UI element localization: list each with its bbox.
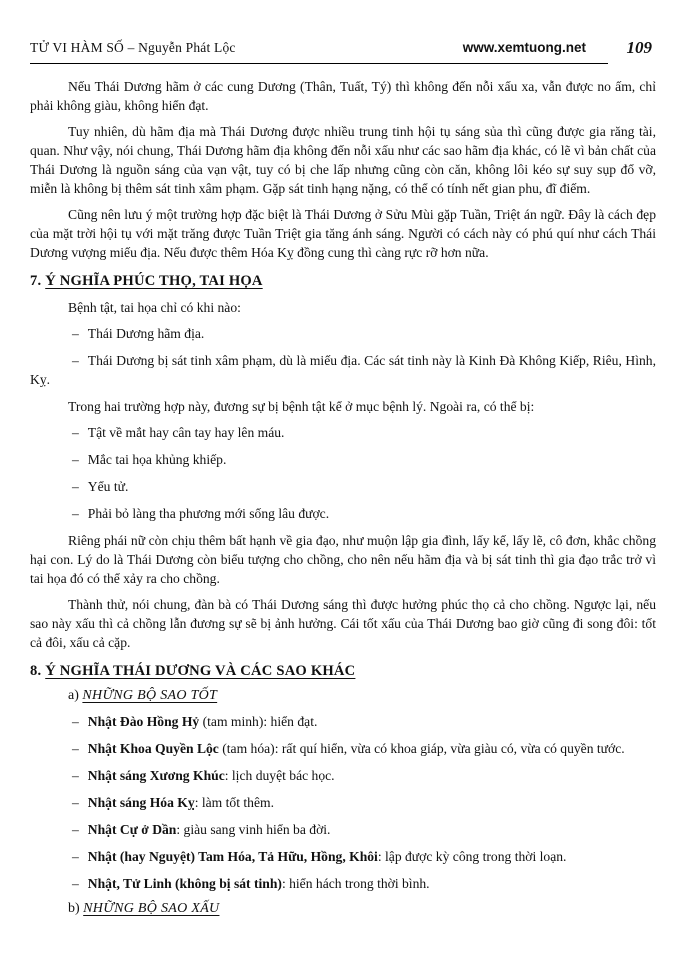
- list-item-text: Tật về mắt hay cân tay hay lên máu.: [87, 425, 285, 440]
- list-item-text: Yểu tử.: [87, 479, 129, 494]
- list-item-good-star-5: [30, 820, 656, 839]
- dash-marker: –: [72, 768, 79, 783]
- section-7-heading: [30, 273, 656, 290]
- paragraph-intro-2: Tuy nhiên, dù hãm địa mà Thái Dương được nhiều trung tinh hội tụ sáng sủa thì cũng được gia răng tài, quan. Như vậy, nói chung, Thái Dương hãm địa không đến nỗi xấu như các sao hãm địa khác, có lẽ vì bản chất của Thái Dương là nguồn sáng của vạn vật, tuy có bị che lấp nhưng cũng còn căn, không lôi kéo sự suy sụp đổ vỡ, miễn là không bị thêm sát tinh xâm phạm. Gặp sát tinh hạng nặng, có thể có tính nết gian phu, đĩ điếm.: [30, 124, 656, 196]
- subsection-b-heading: [30, 901, 656, 917]
- list-item-good-star-4: [30, 793, 656, 812]
- list-item-condition-1: [30, 324, 656, 343]
- list-item-good-star-1: [30, 712, 656, 731]
- list-item-affliction-3: [30, 477, 656, 496]
- subsection-b-prefix: b): [68, 901, 80, 916]
- dash-marker: –: [72, 849, 79, 864]
- dash-marker: –: [72, 425, 79, 440]
- page-number: 109: [626, 38, 652, 57]
- list-item-good-star-3: [30, 766, 656, 785]
- star-name: Nhật sáng Xương Khúc: [87, 768, 225, 783]
- section-7-middle: Trong hai trường hợp này, đương sự bị bệnh tật kể ở mục bệnh lý. Ngoài ra, có thể bị:: [68, 399, 535, 414]
- dash-marker: –: [72, 326, 79, 341]
- paragraph-intro-1: Nếu Thái Dương hãm ở các cung Dương (Thân, Tuất, Tý) thì không đến nỗi xấu xa, vẫn được no ấm, chỉ phải không giàu, không hiển đạt.: [30, 79, 656, 113]
- subsection-a-prefix: a): [68, 688, 79, 703]
- star-description: (tam minh): hiển đạt.: [199, 714, 318, 729]
- star-name: Nhật (hay Nguyệt) Tam Hóa, Tả Hữu, Hồng, Khôi: [87, 849, 378, 864]
- dash-marker: –: [72, 353, 79, 368]
- star-name: Nhật, Tử Linh (không bị sát tinh): [87, 876, 282, 891]
- section-7-number: 7.: [30, 273, 42, 289]
- dash-marker: –: [72, 714, 79, 729]
- star-description: (tam hóa): rất quí hiển, vừa có khoa giáp, vừa giàu có, vừa có quyền tước.: [218, 741, 625, 756]
- subsection-a-heading: [30, 688, 656, 704]
- document-body: [30, 77, 656, 917]
- dash-marker: –: [72, 452, 79, 467]
- list-item-affliction-1: [30, 423, 656, 442]
- list-item-text: Thái Dương bị sát tinh xâm phạm, dù là miếu địa. Các sát tinh này là Kinh Đà Không Kiếp, Riêu, Hình, Kỵ.: [30, 353, 656, 387]
- star-description: : hiển hách trong thời bình.: [281, 876, 430, 891]
- dash-marker: –: [72, 479, 79, 494]
- website-url: www.xemtuong.net: [462, 40, 586, 55]
- list-item-affliction-4: [30, 504, 656, 523]
- section-7-intro: Bệnh tật, tai họa chỉ có khi nào:: [68, 300, 241, 315]
- star-name: Nhật Cự ở Dần: [87, 822, 177, 837]
- subsection-b-title: NHỮNG BỘ SAO XẤU: [83, 901, 220, 916]
- paragraph-conclusion: Thành thử, nói chung, đàn bà có Thái Dương sáng thì được hưởng phúc thọ cả cho chồng. Ngược lại, nếu sao này xấu thì cả chồng lẫn đương sự sẽ bị ảnh hưởng. Cái tốt xấu của Thái Dương bao giờ cũng đi song đôi: tốt cả đôi, xấu cả cặp.: [30, 597, 656, 650]
- list-item-text: Mắc tai họa khủng khiếp.: [87, 452, 227, 467]
- header-rule: [30, 63, 608, 64]
- dash-marker: –: [72, 741, 79, 756]
- list-item-text: Phải bỏ làng tha phương mới sống lâu được.: [87, 506, 330, 521]
- paragraph-women: Riêng phái nữ còn chịu thêm bất hạnh về gia đạo, như muộn lập gia đình, lấy kế, lấy lẽ, cô đơn, khắc chồng hại con. Lý do là Thái Dương còn biểu tượng cho chồng, cho nên nếu hãm địa và bị sát tinh thì gia đạo trắc trở vì tai họa đó có thể xảy ra cho chồng.: [30, 533, 656, 586]
- star-name: Nhật sáng Hóa Kỵ: [87, 795, 195, 810]
- section-7-title: Ý NGHĨA PHÚC THỌ, TAI HỌA: [45, 273, 263, 289]
- section-8-heading: [30, 663, 656, 680]
- star-description: : làm tốt thêm.: [194, 795, 274, 810]
- list-item-condition-2: [30, 351, 656, 389]
- star-description: : lập được kỳ công trong thời loạn.: [377, 849, 567, 864]
- dash-marker: –: [72, 876, 79, 891]
- list-item-good-star-6: [30, 847, 656, 866]
- page-header: [30, 38, 656, 60]
- list-item-text: Thái Dương hãm địa.: [87, 326, 205, 341]
- section-8-title: Ý NGHĨA THÁI DƯƠNG VÀ CÁC SAO KHÁC: [45, 663, 356, 679]
- dash-marker: –: [72, 822, 79, 837]
- star-description: : lịch duyệt bác học.: [224, 768, 335, 783]
- star-name: Nhật Đào Hồng Hỷ: [87, 714, 200, 729]
- paragraph-intro-3: Cũng nên lưu ý một trường hợp đặc biệt là Thái Dương ở Sửu Mùi gặp Tuần, Triệt án ngữ. Đây là cách đẹp của mặt trời hội tụ với mặt trăng được Tuần Triệt gia tăng ánh sáng. Người có cách này có phú quí như cách Thái Dương vượng miếu địa. Nếu được thêm Hóa Kỵ đồng cung thì càng rực rỡ hơn nữa.: [30, 207, 656, 260]
- list-item-good-star-2: [30, 739, 656, 758]
- dash-marker: –: [72, 506, 79, 521]
- book-title: TỬ VI HÀM SỐ – Nguyễn Phát Lộc: [30, 40, 236, 55]
- list-item-affliction-2: [30, 450, 656, 469]
- star-name: Nhật Khoa Quyền Lộc: [87, 741, 219, 756]
- subsection-a-title: NHỮNG BỘ SAO TỐT: [82, 688, 218, 703]
- dash-marker: –: [72, 795, 79, 810]
- star-description: : giàu sang vinh hiển ba đời.: [176, 822, 331, 837]
- list-item-good-star-7: [30, 874, 656, 893]
- section-8-number: 8.: [30, 663, 42, 679]
